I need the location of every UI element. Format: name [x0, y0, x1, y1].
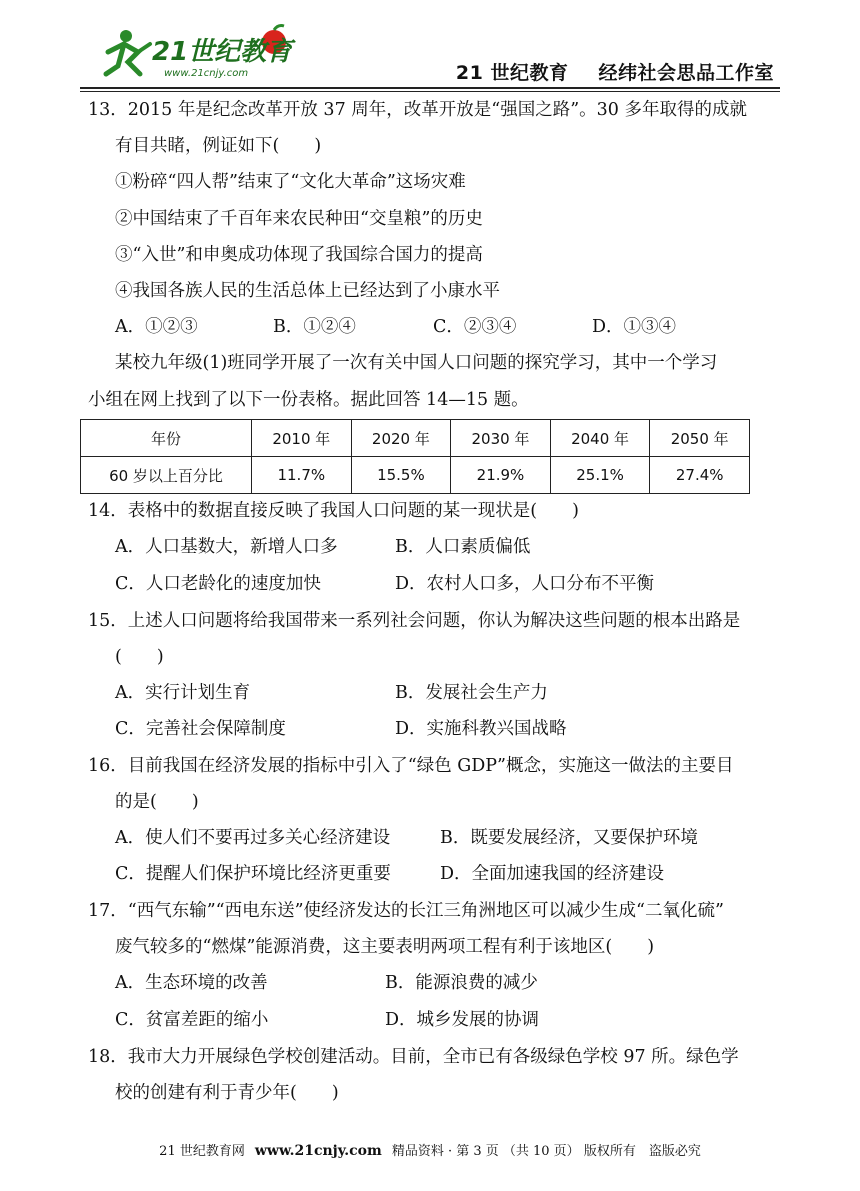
q17-stem-line1: 17．“西气东输”“西电东送”使经济发达的长江三角洲地区可以减少生成“二氧化硫”: [88, 901, 724, 921]
table-header-cell: 2030 年: [451, 420, 551, 457]
table-header-cell: 年份: [81, 420, 252, 457]
q13-item-1: ①粉碎“四人帮”结束了“文化大革命”这场灾难: [115, 172, 466, 192]
q18-stem-line1: 18．我市大力开展绿色学校创建活动。目前，全市已有各级绿色学校 97 所。绿色学: [88, 1047, 739, 1067]
intro-line2: 小组在网上找到了以下一份表格。据此回答 14—15 题。: [88, 390, 529, 410]
header-studio: 经纬社会思品工作室: [598, 62, 774, 84]
table-cell: 27.4%: [650, 457, 750, 494]
q13-option-a: A．①②③: [115, 317, 198, 337]
q13-item-2: ②中国结束了千百年来农民种田“交皇粮”的历史: [115, 209, 483, 229]
q13-option-d: D．①③④: [592, 317, 677, 337]
page-footer: [0, 1140, 860, 1159]
svg-text:21世纪教育: 21世纪教育: [152, 37, 293, 67]
table-header-row: [81, 420, 750, 457]
population-table: [80, 419, 750, 494]
footer-left: 21 世纪教育网: [159, 1144, 245, 1159]
q13-stem-line1: 13．2015 年是纪念改革开放 37 周年，改革开放是“强国之路”。30 多年取得的成就: [88, 100, 747, 120]
header-rule: [80, 87, 780, 89]
q17-option-c: C．贫富差距的缩小: [115, 1010, 269, 1030]
q14-stem-line1: 14．表格中的数据直接反映了我国人口问题的某一现状是( ): [88, 501, 579, 521]
header-org: 21 世纪教育: [455, 62, 569, 84]
table-header-cell: 2040 年: [550, 420, 650, 457]
table-cell: 21.9%: [451, 457, 551, 494]
table-header-cell: 2010 年: [252, 420, 352, 457]
q16-stem-line1: 16．目前我国在经济发展的指标中引入了“绿色 GDP”概念，实施这一做法的主要目: [88, 756, 734, 776]
table-cell: 60 岁以上百分比: [81, 457, 252, 494]
table-header-cell: 2050 年: [650, 420, 750, 457]
q14-option-a: A．人口基数大，新增人口多: [115, 537, 338, 557]
q13-option-b: B．①②④: [273, 317, 356, 337]
q13-option-c: C．②③④: [433, 317, 517, 337]
q13-stem-line2: 有目共睹，例证如下( ): [115, 136, 322, 156]
q17-option-d: D．城乡发展的协调: [385, 1010, 540, 1030]
q14-option-c: C．人口老龄化的速度加快: [115, 574, 321, 594]
q15-option-b: B．发展社会生产力: [395, 683, 548, 703]
q16-option-c: C．提醒人们保护环境比经济更重要: [115, 864, 391, 884]
table-cell: 15.5%: [351, 457, 451, 494]
header-rule-thin: [80, 91, 780, 92]
q15-option-d: D．实施科教兴国战略: [395, 719, 567, 739]
footer-right: 精品资料 · 第 3 页 （共 10 页） 版权所有 盗版必究: [391, 1144, 701, 1159]
q15-option-a: A．实行计划生育: [115, 683, 251, 703]
q17-stem-line2: 废气较多的“燃煤”能源消费，这主要表明两项工程有利于该地区( ): [115, 937, 655, 957]
intro-line1: 某校九年级(1)班同学开展了一次有关中国人口问题的探究学习，其中一个学习: [115, 353, 718, 373]
footer-site-link[interactable]: www.21cnjy.com: [254, 1143, 382, 1159]
q16-option-d: D．全面加速我国的经济建设: [440, 864, 665, 884]
q17-option-b: B．能源浪费的减少: [385, 973, 538, 993]
svg-text:www.21cnjy.com: www.21cnjy.com: [164, 68, 249, 79]
site-logo: [98, 22, 298, 82]
running-figure-icon: [106, 30, 150, 74]
table-cell: 25.1%: [550, 457, 650, 494]
q13-item-4: ④我国各族人民的生活总体上已经达到了小康水平: [115, 281, 500, 301]
q16-stem-line2: 的是( ): [115, 792, 199, 812]
q14-option-d: D．农村人口多，人口分布不平衡: [395, 574, 655, 594]
q16-option-a: A．使人们不要再过多关心经济建设: [115, 828, 391, 848]
q17-option-a: A．生态环境的改善: [115, 973, 268, 993]
table-header-cell: 2020 年: [351, 420, 451, 457]
q15-stem-line1: 15．上述人口问题将给我国带来一系列社会问题，你认为解决这些问题的根本出路是: [88, 611, 741, 631]
q16-option-b: B．既要发展经济，又要保护环境: [440, 828, 698, 848]
q18-stem-line2: 校的创建有利于青少年( ): [115, 1083, 339, 1103]
q15-stem-line2: ( ): [115, 647, 164, 667]
q13-item-3: ③“入世”和申奥成功体现了我国综合国力的提高: [115, 245, 483, 265]
q15-option-c: C．完善社会保障制度: [115, 719, 286, 739]
header-title: [456, 58, 774, 85]
q14-option-b: B．人口素质偏低: [395, 537, 531, 557]
table-row: [81, 457, 750, 494]
table-cell: 11.7%: [252, 457, 352, 494]
